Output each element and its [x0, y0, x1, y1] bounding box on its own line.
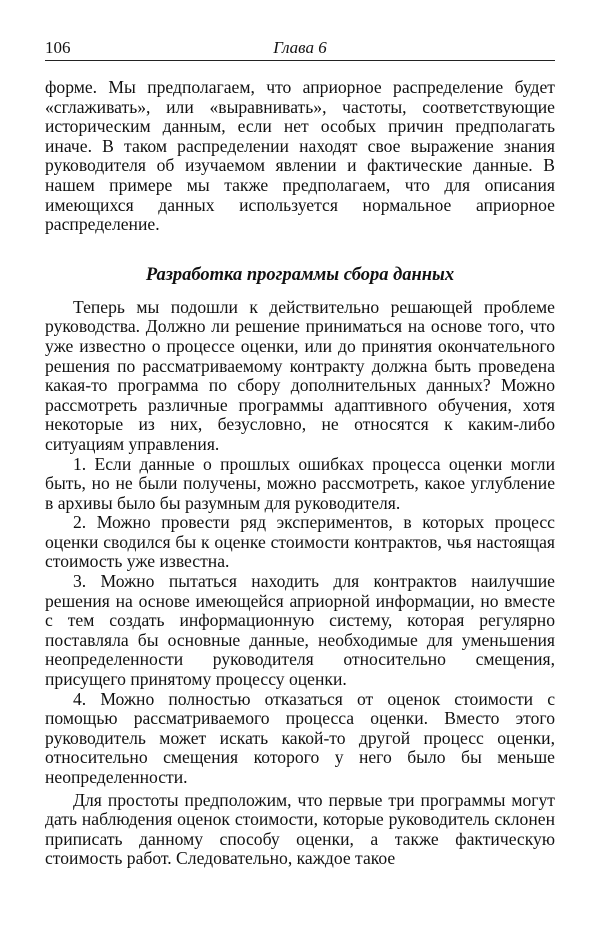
page-header — [45, 36, 555, 61]
paragraph-1: форме. Мы предполагаем, что априорное распределение будет «сглаживать», или «выравнивать», частоты, соответствующие историческим данным, если нет особых причин предполагать иначе. В таком распределении находят свое выражение знания руководителя об изучаемом явлении и фактические данные. В нашем примере мы также предполагаем, что для описания имеющихся данных используется нормальное априорное распределение. — [45, 77, 555, 235]
page-body — [45, 78, 555, 869]
list-item-3: 3. Можно пытаться находить для контрактов наилучшие решения на основе имеющейся априорной информации, но вместе с тем создать информационную систему, которая регулярно поставляла бы основные данные, необходимые для уменьшения неопределенности руководителя относительно смещения, присущего принятому процессу оценки. — [45, 571, 555, 690]
chapter-title: Глава 6 — [273, 38, 327, 57]
list-item-1: 1. Если данные о прошлых ошибках процесса оценки могли быть, но не были получены, можно рассмотреть, какое углубление в архивы было бы разумным для руководителя. — [45, 453, 555, 513]
paragraph-2: Теперь мы подошли к действительно решающей проблеме руководства. Должно ли решение приниматься на основе того, что уже известно о процессе оценки, или до принятия окончательного решения по рассматриваемому контракту должна быть проведена какая-то программа по сбору дополнительных данных? Можно рассмотреть различные программы адаптивного обучения, хотя некоторые из них, безусловно, не относятся к каким-либо ситуациям управления. — [45, 296, 555, 454]
page-number: 106 — [45, 38, 71, 57]
section-heading: Разработка программы сбора данных — [145, 264, 455, 285]
list-item-2: 2. Можно провести ряд экспериментов, в которых процесс оценки сводился бы к оценке стоимости контрактов, чья настоящая стоимость уже известна. — [45, 512, 555, 572]
list-item-4: 4. Можно полностью отказаться от оценок стоимости с помощью рассматриваемого процесса оценки. Вместо этого руководитель может искать какой-то другой процесс оценки, относительно смещения которого у него было бы меньше неопределенности. — [45, 688, 555, 787]
paragraph-3: Для простоты предположим, что первые три программы могут дать наблюдения оценок стоимости, которые руководитель склонен приписать данному способу оценки, а также фактическую стоимость работ. Следовательно, каждое такое — [45, 789, 555, 869]
book-page — [45, 36, 555, 869]
